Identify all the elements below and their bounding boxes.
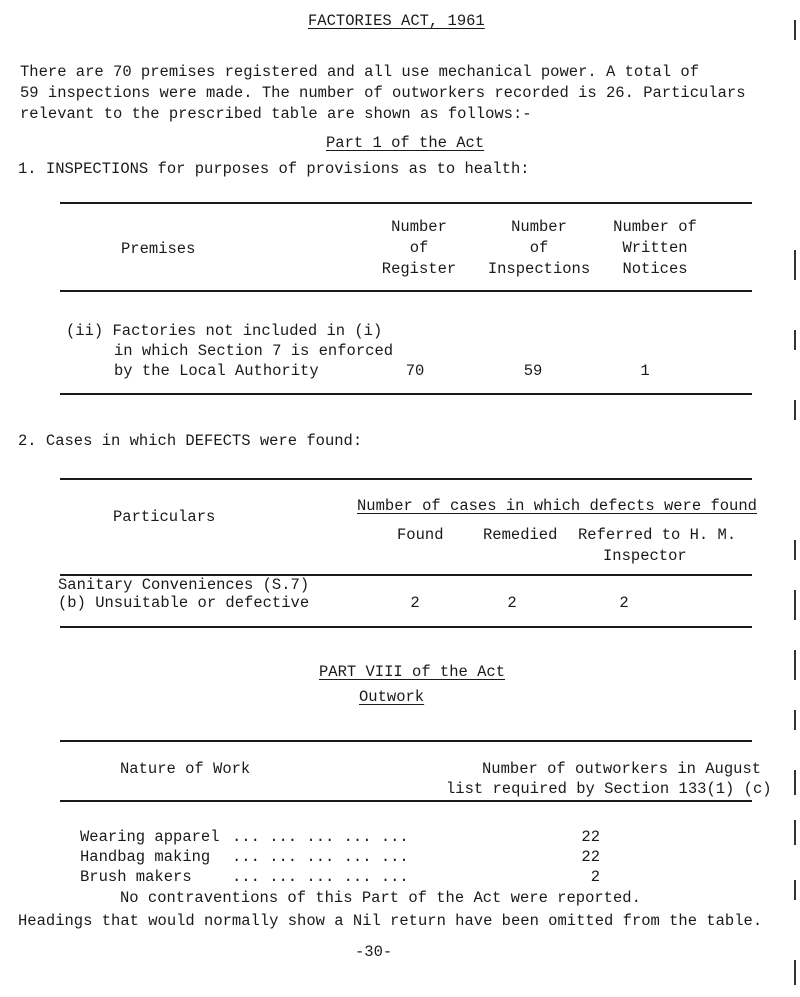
work-row-2-count: 22 [581,848,600,866]
defects-group-header: Number of cases in which defects were found [357,497,757,515]
note-headings-omitted: Headings that would normally show a Nil return have been omitted from the table. [18,912,763,930]
register-value: 70 [405,362,425,380]
scan-edge-mark [794,400,796,420]
scan-edge-mark [794,590,796,620]
referred-header-1: Referred to H. M. [578,526,737,544]
remedied-value: 2 [507,594,517,612]
table1-bottom-rule [60,393,752,395]
remedied-header: Remedied [483,526,558,544]
notices-header-2: Written [622,239,688,257]
part8-subheading: Outwork [359,688,425,706]
work-row-2-label: Handbag making [80,848,211,866]
scan-edge-mark [794,880,796,900]
intro-line-3: relevant to the prescribed table are shown as follows:- [20,105,532,123]
defects-row-label-2: (b) Unsuitable or defective [58,594,310,612]
section2-heading: 2. Cases in which DEFECTS were found: [18,432,363,450]
row-label-1: (ii) Factories not included in (i) [66,322,383,340]
work-row-3-label: Brush makers [80,868,192,886]
referred-header-2: Inspector [603,547,687,565]
inspections-value: 59 [523,362,543,380]
inspections-header-1: Number [511,218,567,236]
particulars-header: Particulars [113,508,216,526]
row-label-3: by the Local Authority [114,362,319,380]
referred-value: 2 [619,594,629,612]
work-row-1-count: 22 [581,828,600,846]
part1-heading: Part 1 of the Act [326,134,485,152]
work-row-3-count: 2 [590,868,600,886]
row-label-2: in which Section 7 is enforced [114,342,394,360]
defects-row-label-1: Sanitary Conveniences (S.7) [58,576,310,594]
scan-edge-mark [794,820,796,845]
table3-top-rule [60,740,752,742]
intro-line-2: 59 inspections were made. The number of outworkers recorded is 26. Particulars [20,84,746,102]
scan-edge-mark [794,250,796,280]
premises-header: Premises [121,240,196,258]
register-header-2: of [409,239,429,257]
found-value: 2 [410,594,420,612]
scan-edge-mark [794,710,796,730]
register-header-1: Number [391,218,447,236]
note-no-contraventions: No contraventions of this Part of the Act were reported. [120,889,641,907]
work-row-2-dots: ... ... ... ... ... [232,848,409,866]
number-header-1: Number of outworkers in August [482,760,762,778]
scan-edge-mark [794,540,796,560]
page-title: FACTORIES ACT, 1961 [308,12,485,30]
notices-header-3: Notices [622,260,688,278]
work-row-1-dots: ... ... ... ... ... [232,828,409,846]
inspections-header-3: Inspections [487,260,591,278]
work-row-1-label: Wearing apparel [80,828,220,846]
scan-edge-mark [794,650,796,680]
nature-header: Nature of Work [120,760,251,778]
scan-edge-mark [794,960,796,985]
intro-line-1: There are 70 premises registered and all use mechanical power. A total of [20,63,700,81]
notices-value: 1 [640,362,650,380]
number-header-2: list required by Section 133(1) (c) [446,780,772,798]
scan-edge-mark [794,20,796,40]
work-row-3-dots: ... ... ... ... ... [232,868,409,886]
table1-header-rule [60,290,752,292]
inspections-header-2: of [529,239,549,257]
table2-bottom-rule [60,626,752,628]
notices-header-1: Number of [613,218,697,236]
found-header: Found [397,526,444,544]
table1-top-rule [60,202,752,204]
table2-top-rule [60,478,752,480]
section1-heading: 1. INSPECTIONS for purposes of provisions as to health: [18,160,530,178]
page-number: -30- [355,943,393,961]
scan-edge-mark [794,770,796,795]
register-header-3: Register [381,260,457,278]
table3-header-rule [60,800,752,802]
scan-edge-mark [794,330,796,350]
part8-heading: PART VIII of the Act [319,663,506,681]
